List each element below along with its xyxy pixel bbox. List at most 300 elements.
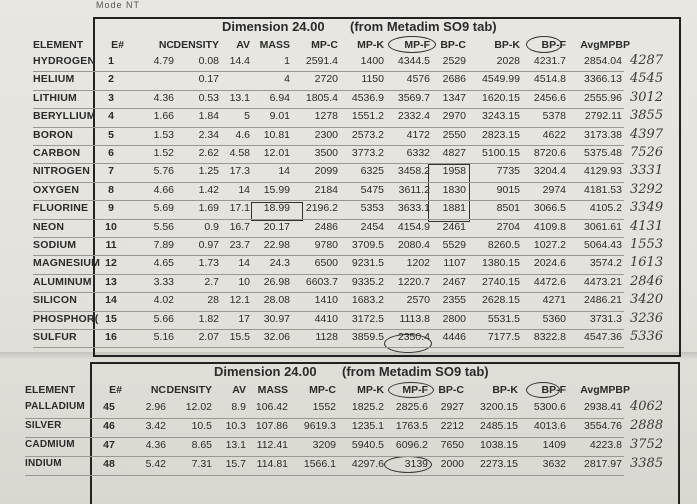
table-cell: 13.1 (229, 91, 250, 104)
row-separator (33, 71, 624, 72)
handwritten-note: 4062 (630, 399, 664, 414)
handwritten-note: 1553 (630, 237, 664, 252)
table-cell: 14.4 (229, 55, 250, 67)
table-cell: 2800 (442, 312, 466, 325)
element-name: INDIUM (25, 458, 62, 469)
handwritten-note: 3385 (630, 456, 664, 471)
table-cell: 4.6 (235, 128, 250, 141)
row-separator (33, 292, 624, 293)
table-cell: 4473.21 (584, 275, 622, 288)
element-number: 8 (108, 183, 114, 196)
table-cell: 1038.15 (480, 439, 518, 451)
table-cell: 6332 (406, 147, 430, 159)
table-cell: 3200.15 (480, 401, 518, 413)
table-cell: 2573.2 (351, 128, 384, 141)
table-cell: 4536.9 (351, 91, 384, 104)
handwritten-note: 4287 (630, 53, 664, 68)
table-cell: 2927 (440, 401, 464, 413)
element-name: CADMIUM (25, 439, 75, 450)
handwritten-note: 5336 (630, 329, 664, 344)
table-cell: 1552 (312, 401, 336, 413)
table-cell: 8322.8 (533, 331, 566, 343)
table-cell: 16.7 (229, 220, 250, 233)
table-cell: 5529 (442, 239, 466, 251)
table-cell: 4.58 (229, 147, 250, 159)
table-cell: 0.97 (198, 239, 219, 251)
table-cell: 2024.6 (533, 257, 566, 270)
table-cell: 4344.5 (397, 55, 430, 67)
element-name: HELIUM (33, 73, 75, 86)
table-cell: 26.98 (263, 275, 290, 288)
table1-header-density: DENSITY (173, 39, 219, 51)
table-cell: 2.96 (145, 401, 166, 413)
table-cell: 4.02 (153, 294, 174, 307)
table-cell: 1.73 (198, 257, 219, 270)
element-number: 12 (105, 257, 117, 270)
table-cell: 14 (238, 183, 250, 196)
element-name: SULFUR (33, 331, 77, 343)
table-cell: 6500 (314, 257, 338, 270)
table-cell: 8501 (496, 202, 520, 215)
table-cell: 5940.5 (351, 439, 384, 451)
table-cell: 106.42 (255, 401, 288, 413)
row-separator (33, 108, 624, 109)
element-name: FLUORINE (33, 202, 89, 215)
table1-header-mass: MASS (259, 39, 290, 51)
table-cell: 17 (238, 312, 250, 325)
table-cell: 1825.2 (351, 401, 384, 413)
table-cell: 4514.8 (533, 73, 566, 86)
table2-header-mp-k: MP-K (357, 384, 384, 396)
table-cell: 6603.7 (305, 275, 338, 288)
row-separator (25, 456, 624, 457)
table1-header-bp-c: BP-C (440, 39, 466, 51)
table-cell: 5.16 (153, 331, 174, 343)
row-separator (33, 90, 624, 91)
table-cell: 6.94 (269, 91, 290, 104)
table-cell: 3574.2 (589, 257, 622, 270)
table-cell: 13.1 (225, 439, 246, 451)
handwritten-note: 4545 (630, 71, 664, 87)
element-number: 11 (105, 239, 117, 251)
table-cell: 4.36 (145, 439, 166, 451)
table-cell: 2456.6 (533, 91, 566, 104)
element-number: 6 (108, 147, 114, 159)
table-cell: 112.41 (256, 439, 288, 451)
row-separator (33, 329, 624, 330)
table-cell: 2792.11 (584, 110, 622, 123)
element-number: 1 (108, 55, 114, 67)
handwritten-note: 3236 (630, 310, 664, 326)
table-cell: 1881 (442, 202, 466, 215)
table-cell: 2355 (442, 294, 466, 307)
table-cell: 2.34 (198, 128, 219, 141)
element-number: 47 (103, 439, 115, 451)
table-cell: 3632 (542, 458, 566, 470)
table-cell: 1.42 (198, 183, 219, 196)
table2-header-mp-f: MP-F (402, 384, 428, 396)
table-cell: 4 (284, 73, 290, 86)
table-cell: 5 (244, 110, 250, 123)
table-cell: 30.97 (263, 312, 290, 325)
table-cell: 1202 (406, 257, 430, 270)
table2-header-av: AV (232, 384, 246, 396)
table-cell: 1410 (314, 294, 338, 307)
table2-dimension-title: Dimension 24.00 (214, 364, 317, 379)
table-cell: 10.81 (263, 128, 290, 141)
row-separator (25, 475, 624, 476)
table-cell: 3731.3 (589, 312, 622, 325)
table-cell: 2570 (406, 294, 430, 307)
table-cell: 15.7 (225, 458, 246, 470)
table-cell: 2454 (360, 220, 384, 233)
table1-source: (from Metadim SO9 tab) (350, 19, 497, 34)
table-cell: 4.79 (153, 55, 174, 67)
table-cell: 23.7 (229, 239, 250, 251)
table1-header-avgmpbp: AvgMPBP (580, 39, 630, 51)
table1-title (222, 19, 325, 34)
table-cell: 10 (238, 275, 250, 288)
table-cell: 3209 (312, 439, 336, 451)
element-name: LITHIUM (33, 91, 77, 104)
table-cell: 1.25 (198, 165, 219, 178)
table-cell: 7650 (440, 439, 464, 451)
table-cell: 10.3 (225, 420, 246, 432)
table2-header-mp-c: MP-C (309, 384, 336, 396)
handwritten-note: 4131 (630, 218, 664, 234)
table-cell: 5531.5 (487, 312, 520, 325)
table2-header-bp-k: BP-K (492, 384, 518, 396)
handwritten-note: 3420 (630, 292, 664, 308)
table-cell: 2823.15 (482, 128, 520, 141)
table-cell: 7.89 (153, 239, 174, 251)
handwritten-note: 2846 (630, 273, 664, 289)
row-separator (25, 437, 624, 438)
table-cell: 3633.1 (397, 202, 430, 215)
row-separator (33, 163, 624, 164)
element-name: PALLADIUM (25, 401, 85, 412)
element-number: 7 (108, 165, 114, 178)
row-separator (33, 347, 624, 348)
element-number: 45 (103, 401, 115, 413)
table-cell: 3611.2 (398, 183, 430, 196)
table-cell: 1380.15 (482, 257, 520, 270)
table-cell: 2080.4 (397, 239, 430, 251)
table-cell: 2628.15 (482, 294, 520, 307)
table1-header-nc: NC (158, 39, 174, 51)
table-cell: 2.7 (204, 275, 219, 288)
table-cell: 2.07 (198, 331, 219, 343)
table-cell: 8260.5 (487, 239, 520, 251)
element-name: OXYGEN (33, 183, 80, 196)
table-cell: 2099 (314, 165, 338, 178)
handwritten-note: 3349 (630, 200, 664, 216)
table-cell: 1958 (442, 165, 466, 178)
table-cell: 2273.15 (480, 458, 518, 470)
table1-header-element: ELEMENT (33, 39, 84, 51)
handwritten-note: 3855 (630, 108, 664, 124)
table-cell: 114.81 (256, 458, 288, 470)
table-cell: 2740.15 (482, 275, 520, 288)
table-cell: 3859.5 (351, 331, 384, 343)
table1-header-mp-c: MP-C (311, 39, 338, 51)
table-cell: 28.08 (263, 294, 290, 307)
table-cell: 0.08 (198, 55, 219, 67)
table-cell: 5.76 (153, 165, 174, 178)
table-cell: 10.5 (191, 420, 212, 432)
table-cell: 7735 (496, 165, 520, 178)
element-name: NEON (33, 220, 65, 233)
table1-dimension-title: Dimension 24.00 (222, 19, 325, 34)
table-cell: 15.5 (229, 331, 250, 343)
table-cell: 1128 (315, 331, 338, 343)
table-cell: 8.65 (191, 439, 212, 451)
table-cell: 3773.2 (351, 147, 384, 159)
table-cell: 1805.4 (305, 91, 338, 104)
table-cell: 4172 (406, 128, 430, 141)
table-cell: 1.84 (198, 110, 219, 123)
table-cell: 1278 (314, 110, 338, 123)
handwritten-note: 3292 (630, 181, 664, 197)
table-cell: 3173.38 (584, 128, 622, 141)
table-cell: 2350.4 (397, 331, 430, 343)
row-separator (33, 255, 624, 256)
table2-header-bp-f: BP-F (541, 384, 566, 396)
table-cell: 2485.15 (480, 420, 518, 432)
table-cell: 3.42 (145, 420, 166, 432)
table-cell: 4105.2 (589, 202, 622, 215)
handwritten-note: 3331 (630, 163, 664, 179)
table2-header-nc: NC (150, 384, 166, 396)
table-cell: 14 (238, 257, 250, 270)
table-cell: 5300.6 (533, 401, 566, 413)
table-cell: 9231.5 (351, 257, 384, 270)
element-name: PHOSPHOR( (33, 312, 99, 325)
table-cell: 4827 (442, 147, 466, 159)
table-cell: 1683.2 (351, 294, 384, 307)
table-cell: 107.86 (255, 420, 288, 432)
element-name: HYDROGEN (33, 55, 96, 67)
table-cell: 12.02 (185, 401, 212, 413)
table-cell: 1220.7 (397, 275, 430, 288)
table-cell: 8720.6 (533, 147, 566, 159)
table-cell: 1235.1 (351, 420, 384, 432)
table-cell: 3709.5 (351, 239, 384, 251)
table-cell: 2196.2 (305, 202, 338, 215)
table-cell: 4297.6 (351, 458, 384, 470)
table1-header-e-: E# (111, 39, 124, 51)
table-cell: 12.01 (263, 147, 290, 159)
element-number: 46 (103, 420, 115, 432)
table-cell: 2212 (440, 420, 464, 432)
table-cell: 3500 (314, 147, 338, 159)
table-cell: 2486 (314, 220, 338, 233)
table-cell: 2300 (314, 128, 338, 141)
table-cell: 1.52 (153, 147, 174, 159)
element-name: MAGNESIUM (33, 257, 101, 270)
table-cell: 1 (284, 55, 290, 67)
table-cell: 1830 (442, 183, 466, 196)
table1-header-av: AV (236, 39, 250, 51)
table-cell: 6325 (360, 165, 384, 178)
table-cell: 3204.4 (533, 165, 566, 178)
table-cell: 5353 (360, 202, 384, 215)
table-cell: 8.9 (231, 401, 246, 413)
element-name: ALUMINUM (33, 275, 92, 288)
table-cell: 1.69 (198, 202, 219, 215)
table-cell: 4223.8 (589, 439, 622, 451)
table-cell: 3066.5 (533, 202, 566, 215)
element-name: BORON (33, 128, 74, 141)
table-cell: 5360 (542, 312, 566, 325)
table-cell: 4549.99 (482, 73, 520, 86)
table-cell: 5.56 (153, 220, 174, 233)
table-cell: 6096.2 (395, 439, 428, 451)
table1-header-mp-f: MP-F (404, 39, 430, 51)
table-cell: 1551.2 (351, 110, 384, 123)
table2-header-mass: MASS (257, 384, 288, 396)
table-cell: 2529 (442, 55, 466, 67)
table-cell: 1113.8 (399, 312, 430, 325)
table-cell: 4.36 (153, 91, 174, 104)
table-cell: 9619.3 (303, 420, 336, 432)
element-number: 16 (105, 331, 117, 343)
table-cell: 3.33 (153, 275, 174, 288)
table-cell: 5.69 (153, 202, 174, 215)
table-cell: 20.17 (263, 220, 290, 233)
table-cell: 4446 (442, 331, 466, 343)
table-cell: 1347 (442, 91, 466, 104)
table-cell: 3569.7 (397, 91, 430, 104)
table-cell: 0.17 (198, 73, 219, 86)
table-cell: 2938.41 (584, 401, 622, 413)
table-cell: 1150 (361, 73, 384, 86)
table-cell: 2467 (442, 275, 466, 288)
table-cell: 12.1 (229, 294, 250, 307)
element-number: 4 (108, 110, 114, 123)
table-cell: 7177.5 (487, 331, 520, 343)
table-cell: 4.66 (153, 183, 174, 196)
table-cell: 1.82 (198, 312, 219, 325)
table-cell: 0.53 (198, 91, 219, 104)
table-cell: 1400 (360, 55, 384, 67)
table-cell: 2028 (496, 55, 520, 67)
table-cell: 4472.6 (533, 275, 566, 288)
table-cell: 5475 (360, 183, 384, 196)
table-cell: 9780 (314, 239, 338, 251)
table2-source: (from Metadim SO9 tab) (342, 364, 489, 379)
table-cell: 3458.2 (397, 165, 430, 178)
table-cell: 5.66 (153, 312, 174, 325)
table-cell: 1.66 (153, 110, 174, 123)
element-name: NITROGEN (33, 165, 91, 178)
table-cell: 22.98 (263, 239, 290, 251)
table-cell: 2555.96 (584, 91, 622, 104)
table-cell: 2720 (314, 73, 338, 86)
table-cell: 28 (207, 294, 219, 307)
table-cell: 4154.9 (397, 220, 430, 233)
table-cell: 1.53 (153, 128, 174, 141)
element-name: SILICON (33, 294, 77, 307)
table-cell: 4109.8 (533, 220, 566, 233)
table-cell: 3061.61 (584, 220, 622, 233)
table-cell: 4622 (542, 128, 566, 141)
handwritten-note: 7526 (630, 145, 664, 160)
table-cell: 2686 (442, 73, 466, 86)
table-cell: 2000 (440, 458, 464, 470)
table-cell: 9.01 (269, 110, 290, 123)
table-cell: 2461 (442, 220, 466, 233)
table-cell: 18.99 (263, 202, 290, 215)
table1-header-bp-k: BP-K (494, 39, 520, 51)
table-cell: 2854.04 (584, 55, 622, 67)
element-name: BERYLLIUM (33, 110, 96, 123)
table-cell: 4271 (542, 294, 566, 307)
element-number: 3 (108, 91, 114, 104)
table-cell: 4.65 (153, 257, 174, 270)
table-cell: 3172.5 (351, 312, 384, 325)
table-cell: 2.62 (198, 147, 219, 159)
element-number: 9 (108, 202, 114, 215)
table-cell: 4576 (406, 73, 430, 86)
table-cell: 2486.21 (584, 294, 622, 307)
element-name: SODIUM (33, 239, 77, 251)
element-number: 48 (103, 458, 115, 470)
table-cell: 3554.76 (584, 420, 622, 432)
table-cell: 4013.6 (533, 420, 566, 432)
table-cell: 1107 (443, 257, 466, 270)
table-cell: 4129.93 (584, 165, 622, 178)
handwritten-note: 3752 (630, 437, 664, 452)
table-cell: 3366.13 (584, 73, 622, 86)
table-cell: 5375.48 (584, 147, 622, 159)
row-separator (33, 145, 624, 146)
cut-off-top-text: Mode NT (96, 0, 141, 10)
row-separator (25, 418, 624, 419)
table-cell: 1763.5 (395, 420, 428, 432)
table-cell: 5100.15 (482, 147, 520, 159)
table-cell: 3139 (404, 458, 428, 470)
table2-header-density: DENSITY (166, 384, 212, 396)
table2-header-e-: E# (109, 384, 122, 396)
table-cell: 1409 (542, 439, 566, 451)
table-cell: 1566.1 (303, 458, 336, 470)
table-cell: 2970 (442, 110, 466, 123)
table-cell: 7.31 (191, 458, 212, 470)
table-cell: 15.99 (263, 183, 290, 196)
handwritten-note: 2888 (630, 418, 664, 433)
table2-header-avgmpbp: AvgMPBP (580, 384, 630, 396)
table1-header-bp-f: BP-F (541, 39, 566, 51)
table-cell: 9015 (496, 183, 520, 196)
row-separator (33, 311, 624, 312)
element-name: CARBON (33, 147, 81, 159)
table-cell: 9335.2 (351, 275, 384, 288)
table-cell: 2825.6 (395, 401, 428, 413)
row-separator (33, 274, 624, 275)
handwritten-note: 3012 (630, 89, 664, 105)
table-cell: 3243.15 (482, 110, 520, 123)
table-cell: 14 (278, 165, 290, 178)
row-separator (33, 127, 624, 128)
table-cell: 5378 (542, 110, 566, 123)
element-number: 5 (108, 128, 114, 141)
table-cell: 5.42 (145, 458, 166, 470)
table-cell: 2332.4 (397, 110, 430, 123)
element-name: SILVER (25, 420, 62, 431)
element-number: 13 (105, 275, 117, 288)
table-cell: 2817.97 (584, 458, 622, 470)
